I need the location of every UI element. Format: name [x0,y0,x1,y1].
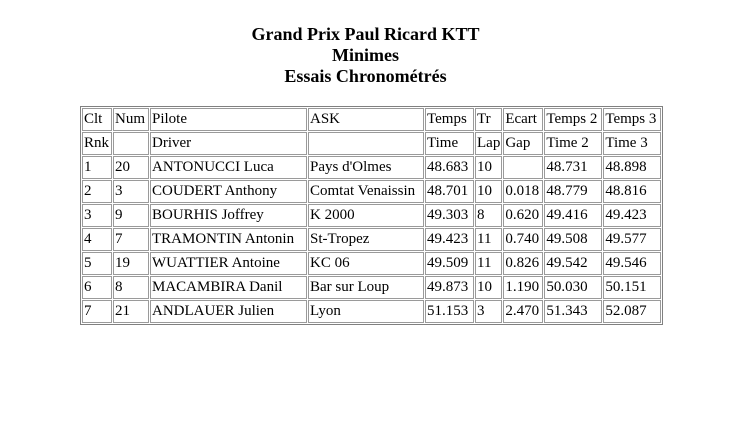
header-cell: Num [113,108,149,131]
rank-cell: 4 [82,228,112,251]
table-row [82,204,661,227]
header-cell: Time 2 [544,132,602,155]
club-cell: Bar sur Loup [308,276,424,299]
number-cell: 9 [113,204,149,227]
category-title: Minimes [332,45,399,65]
rank-cell: 1 [82,156,112,179]
lap-cell: 10 [475,156,502,179]
number-cell: 21 [113,300,149,323]
gap-cell [503,156,543,179]
table-row [82,180,661,203]
time2-cell: 49.542 [544,252,602,275]
header-cell: Gap [503,132,543,155]
header-cell: Temps 2 [544,108,602,131]
lap-cell: 10 [475,180,502,203]
gap-cell: 0.018 [503,180,543,203]
lap-cell: 11 [475,228,502,251]
number-cell: 3 [113,180,149,203]
header-cell: Time 3 [603,132,661,155]
table-row [82,300,661,323]
rank-cell: 6 [82,276,112,299]
rank-cell: 7 [82,300,112,323]
time2-cell: 51.343 [544,300,602,323]
header-cell: ASK [308,108,424,131]
time2-cell: 50.030 [544,276,602,299]
header-cell: Ecart [503,108,543,131]
driver-cell: COUDERT Anthony [150,180,307,203]
time-cell: 51.153 [425,300,474,323]
driver-cell: ANDLAUER Julien [150,300,307,323]
time2-cell: 49.508 [544,228,602,251]
header-cell [113,132,149,155]
gap-cell: 1.190 [503,276,543,299]
number-cell: 19 [113,252,149,275]
number-cell: 7 [113,228,149,251]
driver-cell: WUATTIER Antoine [150,252,307,275]
header-cell: Temps [425,108,474,131]
time2-cell: 49.416 [544,204,602,227]
table-row [82,252,661,275]
club-cell: Pays d'Olmes [308,156,424,179]
header-cell: Clt [82,108,112,131]
club-cell: KC 06 [308,252,424,275]
header-cell: Tr [475,108,502,131]
time2-cell: 48.731 [544,156,602,179]
time-cell: 49.509 [425,252,474,275]
number-cell: 20 [113,156,149,179]
gap-cell: 2.470 [503,300,543,323]
time3-cell: 48.816 [603,180,661,203]
session-title: Essais Chronométrés [284,66,447,86]
header-cell: Driver [150,132,307,155]
driver-cell: ANTONUCCI Luca [150,156,307,179]
table-row [82,156,661,179]
time3-cell: 52.087 [603,300,661,323]
lap-cell: 10 [475,276,502,299]
lap-cell: 3 [475,300,502,323]
driver-cell: MACAMBIRA Danil [150,276,307,299]
gap-cell: 0.826 [503,252,543,275]
header-cell: Rnk [82,132,112,155]
time3-cell: 49.577 [603,228,661,251]
header-cell: Lap [475,132,502,155]
rank-cell: 5 [82,252,112,275]
header-row-en [82,132,661,155]
time-cell: 49.873 [425,276,474,299]
rank-cell: 2 [82,180,112,203]
lap-cell: 8 [475,204,502,227]
lap-cell: 11 [475,252,502,275]
header-cell: Temps 3 [603,108,661,131]
time-cell: 49.303 [425,204,474,227]
number-cell: 8 [113,276,149,299]
club-cell: St-Tropez [308,228,424,251]
time3-cell: 49.546 [603,252,661,275]
page-title: Grand Prix Paul Ricard KTT [251,24,480,44]
table-row [82,276,661,299]
rank-cell: 3 [82,204,112,227]
results-table [80,106,663,325]
time2-cell: 48.779 [544,180,602,203]
time-cell: 48.701 [425,180,474,203]
table-row [82,228,661,251]
header-cell: Pilote [150,108,307,131]
time-cell: 49.423 [425,228,474,251]
header-row-fr [82,108,661,131]
time3-cell: 50.151 [603,276,661,299]
gap-cell: 0.620 [503,204,543,227]
header-cell [308,132,424,155]
club-cell: Comtat Venaissin [308,180,424,203]
gap-cell: 0.740 [503,228,543,251]
driver-cell: TRAMONTIN Antonin [150,228,307,251]
club-cell: Lyon [308,300,424,323]
time-cell: 48.683 [425,156,474,179]
page-title-block [0,24,731,87]
header-cell: Time [425,132,474,155]
driver-cell: BOURHIS Joffrey [150,204,307,227]
time3-cell: 49.423 [603,204,661,227]
club-cell: K 2000 [308,204,424,227]
time3-cell: 48.898 [603,156,661,179]
